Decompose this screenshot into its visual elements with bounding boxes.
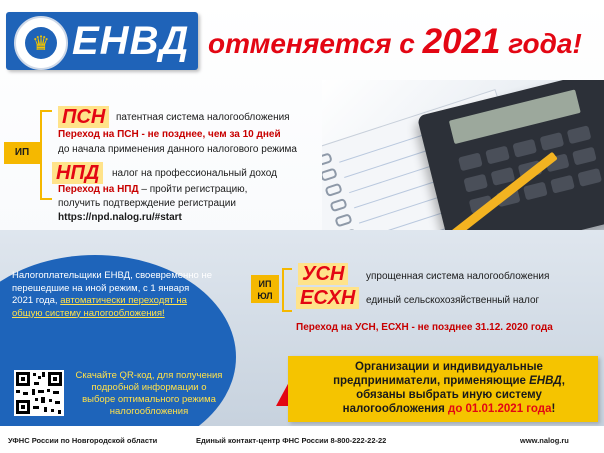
notice-box bbox=[288, 356, 598, 422]
qr-caption: Скачайте QR-код, для получения подробной информации о выборе оптимального режима налогообложения bbox=[75, 370, 223, 417]
bracket-2 bbox=[282, 268, 292, 312]
usn-code: УСН bbox=[298, 263, 348, 285]
auto-transition-text: Налогоплательщики ЕНВД, своевременно не перешедшие на иной режим, с 1 января 2021 года, автоматически переходят на общую систему налогообложения! bbox=[12, 270, 212, 319]
npd-transition-line2: получить подтверждение регистрации bbox=[58, 198, 236, 209]
usn-name: упрощенная система налогообложения bbox=[366, 271, 550, 282]
bracket bbox=[40, 110, 52, 200]
psn-deadline: Переход на ПСН - не позднее, чем за 10 дней bbox=[58, 129, 281, 140]
fns-emblem-icon: ♛ bbox=[14, 16, 68, 70]
psn-name: патентная система налогообложения bbox=[116, 112, 290, 123]
ip-label: ИП bbox=[4, 142, 40, 164]
psn-deadline-cont: до начала применения данного налогового режима bbox=[58, 144, 297, 155]
eskh-name: единый сельскохозяйственный налог bbox=[366, 295, 540, 306]
usn-eskh-deadline: Переход на УСН, ЕСХН - не позднее 31.12. 2020 года bbox=[296, 322, 553, 333]
npd-transition: Переход на НПД – пройти регистрацию, bbox=[58, 184, 248, 195]
qr-code-icon[interactable] bbox=[14, 370, 64, 416]
psn-code: ПСН bbox=[58, 106, 109, 128]
footer-site[interactable]: www.nalog.ru bbox=[520, 436, 569, 445]
footer-contact: Единый контакт-центр ФНС России 8-800-222-22-22 bbox=[196, 436, 387, 445]
ip-yul-label: ИП ЮЛ bbox=[251, 275, 279, 303]
envd-title: ЕНВД bbox=[72, 19, 190, 63]
headline-year: 2021 bbox=[422, 22, 501, 61]
npd-name: налог на профессиональный доход bbox=[112, 168, 277, 179]
headline: отменяется с 2021 года! bbox=[208, 22, 582, 61]
eskh-code: ЕСХН bbox=[296, 287, 359, 309]
footer-org: УФНС России по Новгородской области bbox=[8, 436, 158, 445]
npd-link[interactable]: https://npd.nalog.ru/#start bbox=[58, 212, 182, 223]
notice-text: Организации и индивидуальные предприниматели, применяющие ЕНВД, обязаны выбрать иную систему налогообложения до 01.01.2021 года! bbox=[333, 361, 565, 415]
npd-code: НПД bbox=[52, 162, 103, 184]
